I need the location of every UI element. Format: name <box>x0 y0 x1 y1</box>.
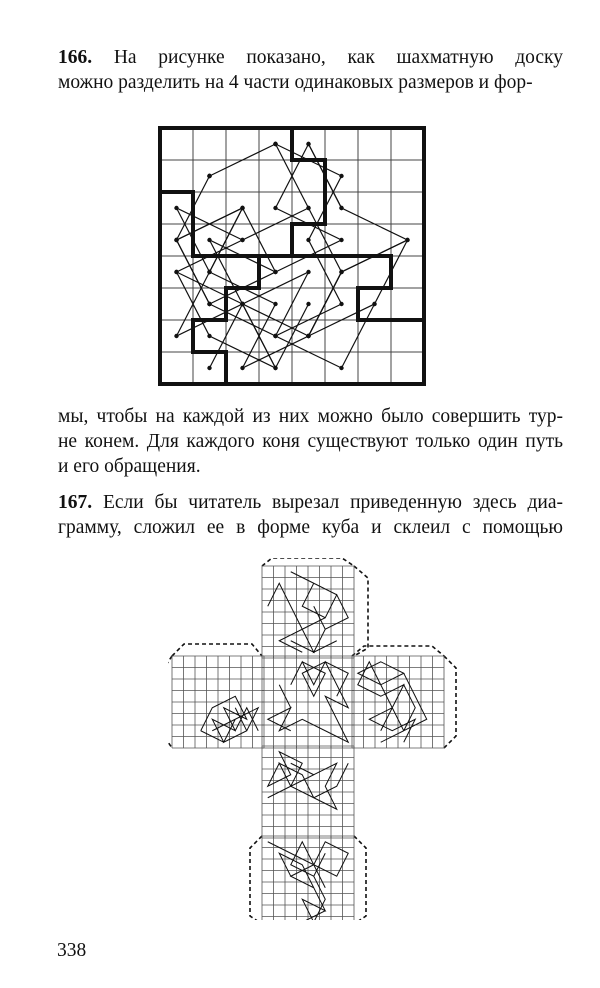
problem-166-cont-line-3: и его обращения. <box>58 456 201 477</box>
problem-167-line-2: грамму, сложил ее в форме куба и склеил с помощью <box>58 517 563 538</box>
cube-net-figure <box>168 558 458 920</box>
problem-167-line-1: Если бы читатель вырезал приведенную здесь диа- <box>102 492 564 513</box>
problem-166-cont-line-2: не конем. Для каждого коня существуют только один путь <box>58 431 563 452</box>
problem-166-number: 166. <box>58 47 93 68</box>
cube-net-grid <box>172 566 444 920</box>
problem-166-line-1: На рисунке показано, как шахматную доску <box>113 47 563 68</box>
problem-166-continuation <box>58 404 563 479</box>
problem-167-text <box>58 490 563 540</box>
chessboard-figure <box>156 124 428 388</box>
page-number: 338 <box>57 940 87 961</box>
problem-166-line-2: можно разделить на 4 части одинаковых размеров и фор- <box>58 72 533 93</box>
problem-166-text <box>58 45 563 95</box>
problem-166-cont-line-1: мы, чтобы на каждой из них можно было совершить тур- <box>58 406 563 427</box>
problem-167-number: 167. <box>58 492 93 513</box>
